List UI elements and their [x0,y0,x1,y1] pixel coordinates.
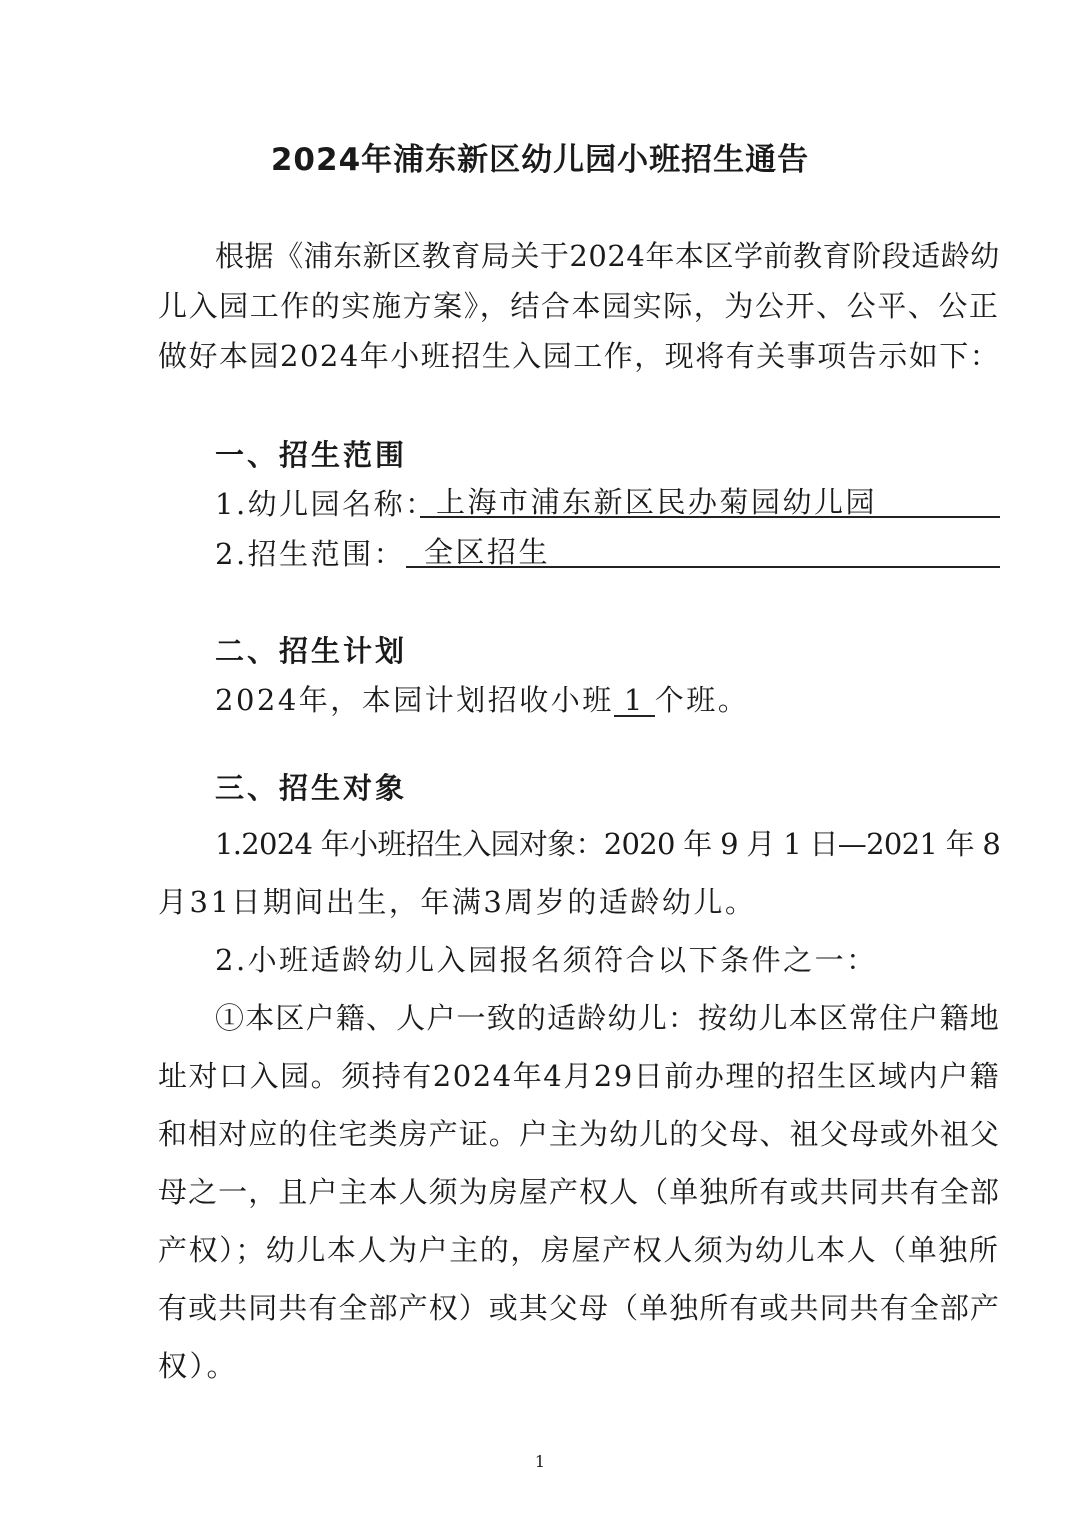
plan-suffix: 个班。 [654,683,750,717]
target-para3-line-3: 和相对应的住宅类房产证。户主为幼儿的父母、祖父母或外祖父 [158,1117,1001,1151]
plan-prefix: 2024年，本园计划招收小班 [215,683,614,717]
kindergarten-name-value: 上海市浦东新区民办菊园幼儿园 [436,485,878,519]
target-para3-line-7: 权）。 [158,1349,239,1383]
target-para3-line-2: 址对口入园。须持有2024年4月29日前办理的招生区域内户籍 [158,1059,1001,1093]
intro-line-2: 儿入园工作的实施方案》，结合本园实际，为公开、公平、公正 [158,289,1000,323]
intro-line-1: 根据《浦东新区教育局关于2024年本区学前教育阶段适龄幼 [215,239,1000,273]
page-number: 1 [534,1452,546,1471]
document-title: 2024年浦东新区幼儿园小班招生通告 [270,142,810,178]
target-para1-line-1: 1.2024 年小班招生入园对象：2020 年 9 月 1 日—2021 年 8 [215,827,1001,861]
enrollment-plan-text [215,682,749,718]
section-heading-target: 三、招生对象 [215,771,408,805]
target-para2: 2.小班适龄幼儿入园报名须符合以下条件之一： [215,943,878,977]
target-para3-line-5: 产权）；幼儿本人为户主的，房屋产权人须为幼儿本人（单独所 [158,1233,1000,1267]
enrollment-scope-underline [406,566,1000,568]
section-heading-scope: 一、招生范围 [215,438,408,472]
kindergarten-name-label: 1.幼儿园名称： [215,487,437,521]
section-heading-plan: 二、招生计划 [215,634,408,668]
intro-line-3: 做好本园2024年小班招生入园工作，现将有关事项告示如下： [158,339,1001,373]
enrollment-scope-label: 2.招生范围： [215,537,406,571]
target-para3-line-1: ①本区户籍、人户一致的适龄幼儿：按幼儿本区常住户籍地 [215,1001,1001,1035]
target-para3-line-4: 母之一，且户主本人须为房屋产权人（单独所有或共同共有全部 [158,1175,1001,1209]
kindergarten-name-underline [420,516,1000,518]
plan-class-count: 1 [614,685,655,717]
target-para3-line-6: 有或共同共有全部产权）或其父母（单独所有或共同共有全部产 [158,1291,1001,1325]
target-para1-line-2: 月31日期间出生，年满3周岁的适龄幼儿。 [158,885,757,919]
enrollment-scope-value: 全区招生 [424,535,551,569]
